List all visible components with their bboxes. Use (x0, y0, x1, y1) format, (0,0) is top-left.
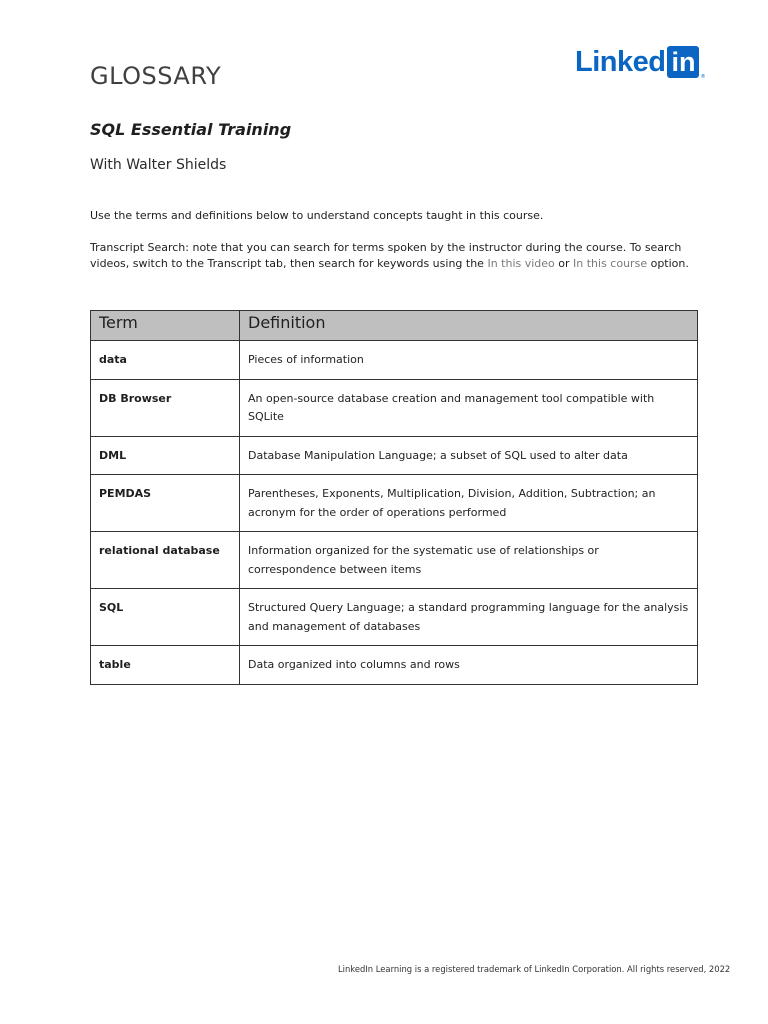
logo-registered-mark: ® (700, 74, 706, 80)
definition-cell: Parentheses, Exponents, Multiplication, Division, Addition, Subtraction; an acronym for the order of operations performed (240, 475, 698, 532)
table-row (91, 341, 698, 380)
column-header-definition: Definition (240, 311, 698, 341)
transcript-text-after: option. (647, 257, 689, 270)
table-row (91, 436, 698, 475)
definition-cell: Information organized for the systematic use of relationships or correspondence between items (240, 532, 698, 589)
intro-paragraph: Use the terms and definitions below to understand concepts taught in this course. (90, 209, 544, 222)
term-cell: data (91, 341, 240, 380)
term-cell: PEMDAS (91, 475, 240, 532)
term-cell: DB Browser (91, 379, 240, 436)
transcript-text-before: Transcript Search: note that you can search for terms spoken by the instructor during the course. To search videos, switch to the Transcript tab, then search for keywords using the (90, 241, 682, 270)
logo-in-box: in (667, 46, 699, 78)
instructor-line: With Walter Shields (90, 157, 227, 173)
table-header-row (91, 311, 698, 341)
transcript-text-or: or (554, 257, 574, 270)
footer-trademark: LinkedIn Learning is a registered trademark of LinkedIn Corporation. All rights reserved, 2022 (338, 964, 731, 974)
column-header-term: Term (91, 311, 240, 341)
definition-cell: Database Manipulation Language; a subset of SQL used to alter data (240, 436, 698, 475)
definition-cell: An open-source database creation and management tool compatible with SQLite (240, 379, 698, 436)
definition-cell: Pieces of information (240, 341, 698, 380)
definition-cell: Data organized into columns and rows (240, 646, 698, 685)
transcript-paragraph (90, 240, 702, 272)
page-title: GLOSSARY (90, 62, 222, 90)
course-title: SQL Essential Training (90, 120, 292, 139)
term-cell: relational database (91, 532, 240, 589)
table-row (91, 532, 698, 589)
glossary-table (90, 310, 698, 685)
definition-cell: Structured Query Language; a standard programming language for the analysis and management of databases (240, 589, 698, 646)
linkedin-logo (575, 44, 705, 80)
in-this-course-link[interactable]: In this course (573, 257, 648, 270)
page-header (90, 62, 221, 90)
table-row (91, 379, 698, 436)
table-row (91, 646, 698, 685)
term-cell: table (91, 646, 240, 685)
term-cell: DML (91, 436, 240, 475)
term-cell: SQL (91, 589, 240, 646)
table-row (91, 589, 698, 646)
logo-wordmark: Linked (575, 46, 666, 78)
in-this-video-link[interactable]: In this video (487, 257, 555, 270)
table-row (91, 475, 698, 532)
